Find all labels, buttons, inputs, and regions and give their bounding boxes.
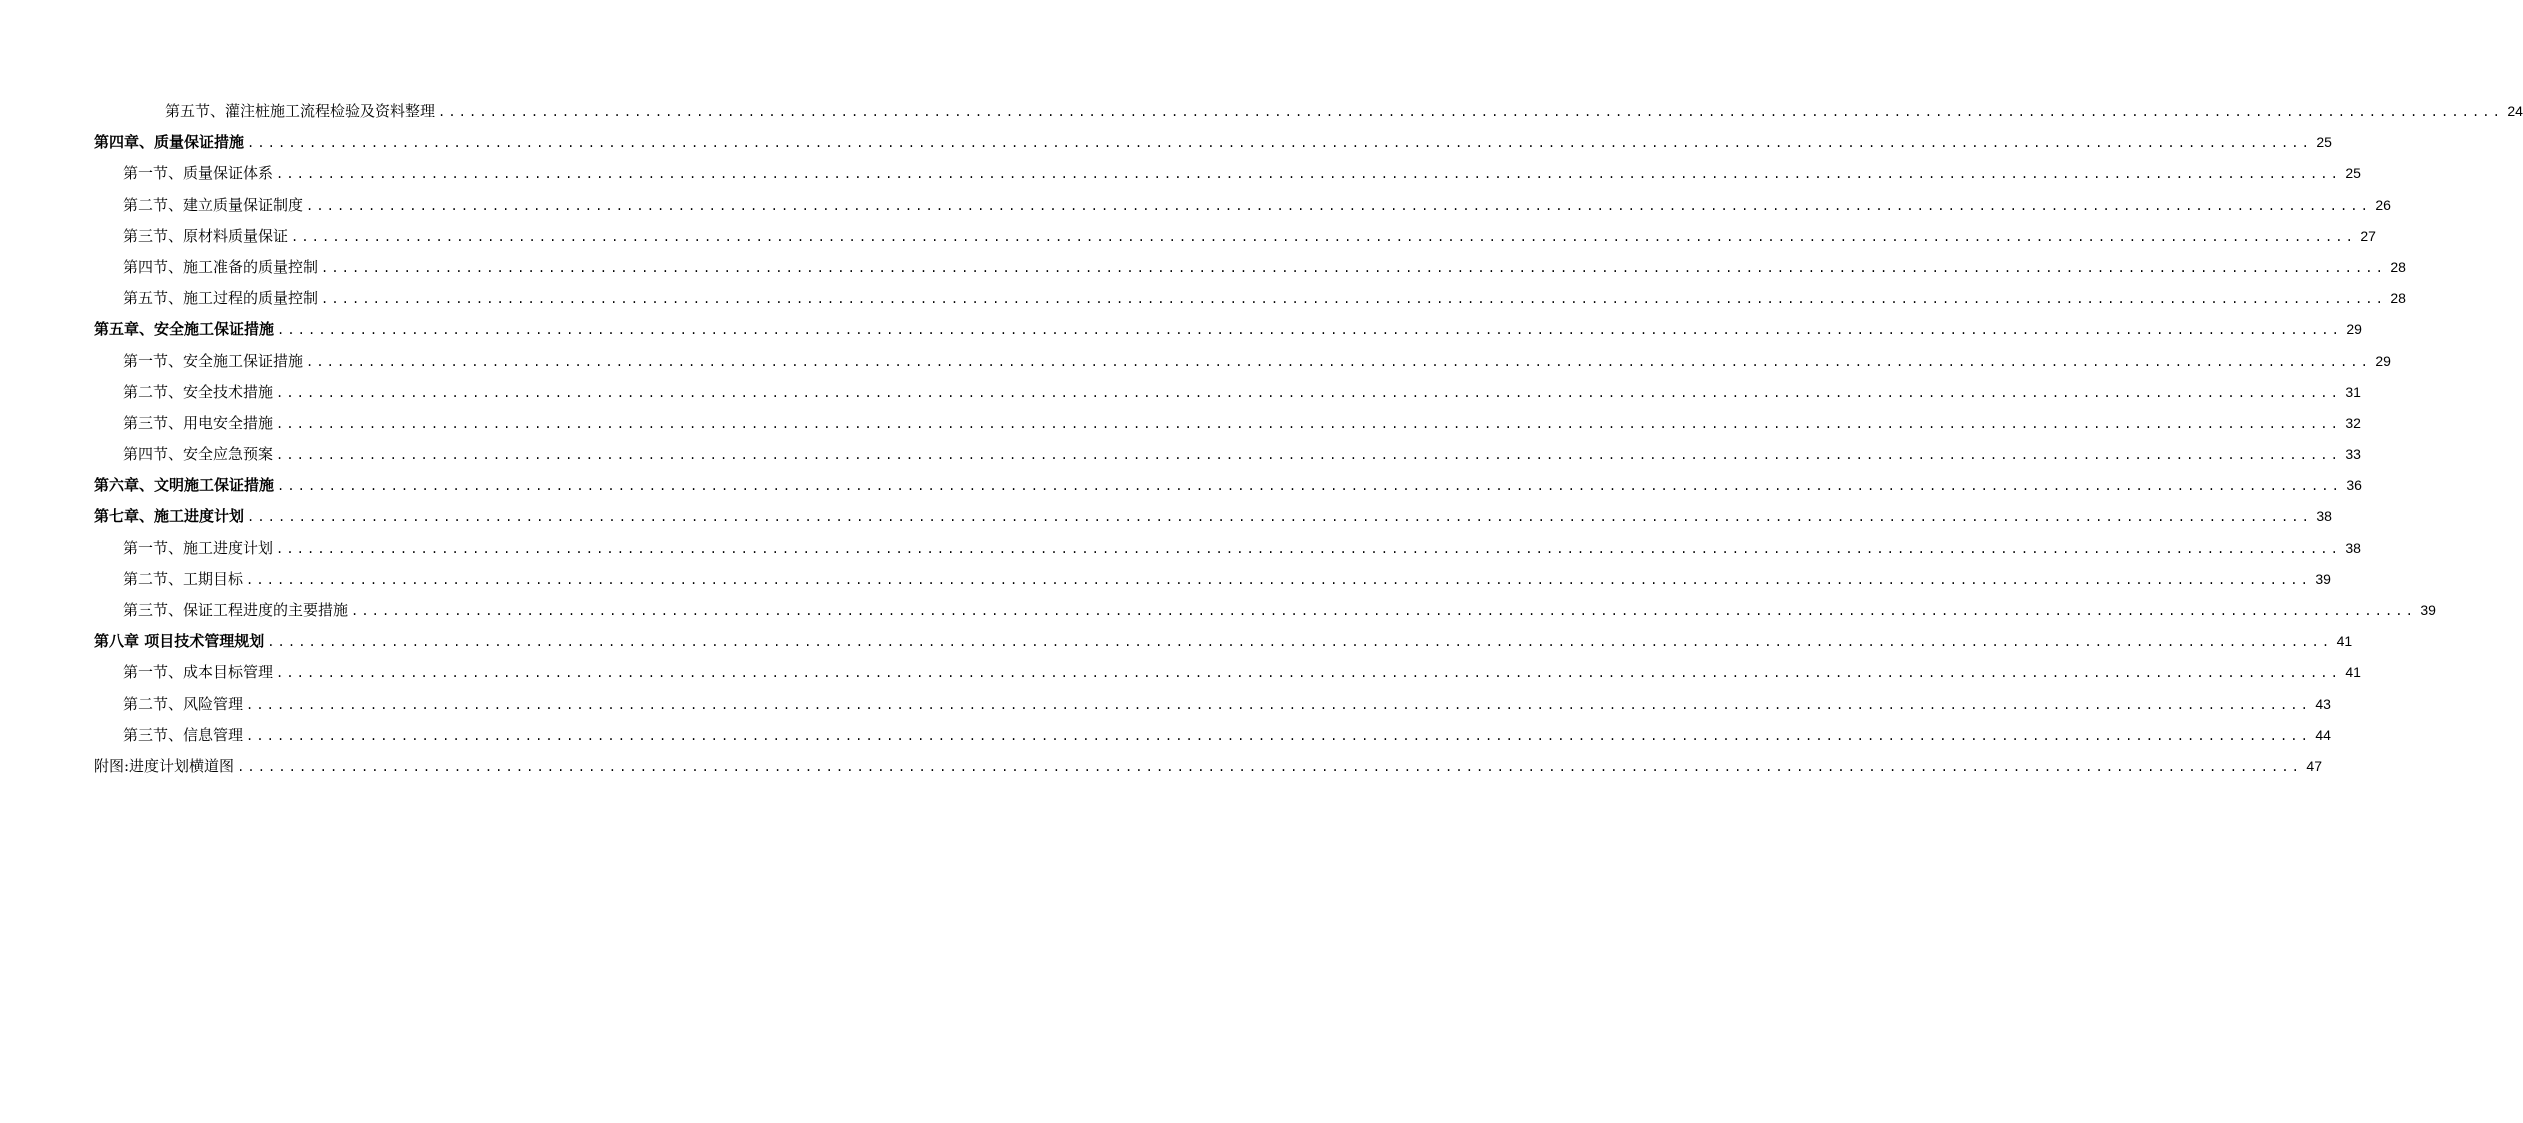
toc-entry-page-number: 41 xyxy=(2336,633,2353,650)
toc-entry[interactable] xyxy=(94,349,2391,380)
toc-entry[interactable] xyxy=(94,598,2436,629)
toc-entry-title: 第二节、安全技术措施 xyxy=(123,382,274,401)
toc-entry[interactable] xyxy=(94,317,2362,348)
toc-entry[interactable] xyxy=(94,286,2406,317)
toc-entry[interactable] xyxy=(94,193,2391,224)
toc-dot-leader: ........................................................................................................................................................................................................ xyxy=(276,666,2341,681)
toc-entry-page-number: 41 xyxy=(2345,664,2361,681)
toc-entry-page-number: 33 xyxy=(2345,446,2361,463)
toc-entry-page-number: 25 xyxy=(2345,165,2361,182)
toc-dot-leader: ........................................................................................................................................................................................................ xyxy=(247,136,2312,151)
toc-entry-page-number: 44 xyxy=(2315,726,2331,743)
toc-entry-page-number: 25 xyxy=(2316,134,2332,151)
table-of-contents xyxy=(94,99,2523,785)
toc-dot-leader: ........................................................................................................................................................................................................ xyxy=(267,635,2333,650)
toc-entry-title: 第一节、质量保证体系 xyxy=(123,164,274,183)
toc-entry-title: 第四章、质量保证措施 xyxy=(94,133,245,152)
toc-dot-leader: ........................................................................................................................................................................................................ xyxy=(306,198,2371,213)
toc-entry-title: 第六章、文明施工保证措施 xyxy=(94,476,275,495)
toc-entry[interactable] xyxy=(94,723,2331,754)
toc-dot-leader: ........................................................................................................................................................................................................ xyxy=(291,229,2356,244)
toc-entry-title: 第五节、施工过程的质量控制 xyxy=(123,289,319,308)
toc-entry[interactable] xyxy=(94,442,2361,473)
toc-entry-page-number: 43 xyxy=(2315,695,2331,712)
toc-entry[interactable] xyxy=(94,660,2361,691)
toc-entry-title: 第一节、成本目标管理 xyxy=(123,663,274,682)
toc-entry-title: 第三节、信息管理 xyxy=(123,725,244,744)
toc-entry-title: 第二节、建立质量保证制度 xyxy=(123,195,304,214)
toc-entry-title: 第二节、工期目标 xyxy=(123,569,244,588)
toc-dot-leader: ........................................................................................................................................................................................................ xyxy=(276,385,2341,400)
toc-dot-leader: ........................................................................................................................................................................................................ xyxy=(276,448,2341,463)
toc-entry-page-number: 26 xyxy=(2375,196,2391,213)
toc-dot-leader: ........................................................................................................................................................................................................ xyxy=(246,697,2311,712)
toc-dot-leader: ........................................................................................................................................................................................................ xyxy=(246,572,2311,587)
toc-dot-leader: ........................................................................................................................................................................................................ xyxy=(276,541,2341,556)
toc-entry-page-number: 38 xyxy=(2316,508,2332,525)
toc-entry[interactable] xyxy=(94,629,2353,660)
toc-entry[interactable] xyxy=(94,692,2331,723)
toc-entry[interactable] xyxy=(94,99,2523,130)
toc-entry-title: 第三节、保证工程进度的主要措施 xyxy=(123,601,349,619)
toc-dot-leader: ........................................................................................................................................................................................................ xyxy=(438,105,2503,119)
toc-entry[interactable] xyxy=(94,504,2332,535)
toc-entry-title: 第三节、原材料质量保证 xyxy=(123,226,289,245)
toc-entry-title: 附图:进度计划横道图 xyxy=(94,756,235,775)
toc-dot-leader: ........................................................................................................................................................................................................ xyxy=(321,260,2386,275)
toc-entry-title: 第四节、安全应急预案 xyxy=(123,445,274,464)
toc-entry[interactable] xyxy=(94,255,2406,286)
toc-dot-leader: ........................................................................................................................................................................................................ xyxy=(306,354,2371,369)
toc-dot-leader: ........................................................................................................................................................................................................ xyxy=(246,728,2311,743)
toc-entry-page-number: 29 xyxy=(2375,352,2391,369)
toc-dot-leader: ........................................................................................................................................................................................................ xyxy=(247,510,2312,525)
toc-entry-title: 第二节、风险管理 xyxy=(123,694,244,713)
toc-entry-title: 第四节、施工准备的质量控制 xyxy=(123,257,319,276)
toc-dot-leader: ........................................................................................................................................................................................................ xyxy=(321,292,2386,307)
toc-entry-page-number: 27 xyxy=(2360,227,2376,244)
toc-dot-leader: ........................................................................................................................................................................................................ xyxy=(277,323,2342,338)
toc-entry-page-number: 32 xyxy=(2345,414,2361,431)
toc-entry[interactable] xyxy=(94,380,2361,411)
toc-entry-page-number: 39 xyxy=(2420,602,2436,618)
toc-entry-page-number: 38 xyxy=(2345,539,2361,556)
toc-dot-leader: ........................................................................................................................................................................................................ xyxy=(276,167,2341,182)
toc-entry-title: 第七章、施工进度计划 xyxy=(94,507,245,526)
toc-entry-page-number: 28 xyxy=(2390,258,2406,275)
toc-entry-title: 第五节、灌注桩施工流程检验及资料整理 xyxy=(165,102,436,120)
toc-dot-leader: ........................................................................................................................................................................................................ xyxy=(237,759,2302,774)
toc-entry[interactable] xyxy=(94,473,2362,504)
toc-entry-page-number: 24 xyxy=(2507,103,2523,119)
toc-entry[interactable] xyxy=(94,536,2361,567)
toc-dot-leader: ........................................................................................................................................................................................................ xyxy=(276,416,2341,431)
toc-dot-leader: ........................................................................................................................................................................................................ xyxy=(277,479,2342,494)
toc-entry[interactable] xyxy=(94,224,2376,255)
toc-entry[interactable] xyxy=(94,161,2361,192)
toc-entry-page-number: 28 xyxy=(2390,290,2406,307)
toc-entry-page-number: 36 xyxy=(2346,477,2362,494)
toc-entry-page-number: 31 xyxy=(2345,383,2361,400)
toc-dot-leader: ........................................................................................................................................................................................................ xyxy=(351,604,2416,618)
toc-entry-page-number: 39 xyxy=(2315,570,2331,587)
toc-entry-page-number: 47 xyxy=(2306,757,2322,774)
toc-entry-title: 第五章、安全施工保证措施 xyxy=(94,320,275,339)
toc-entry-title: 第八章 项目技术管理规划 xyxy=(94,632,265,651)
toc-entry[interactable] xyxy=(94,754,2322,785)
toc-entry[interactable] xyxy=(94,411,2361,442)
toc-entry-title: 第三节、用电安全措施 xyxy=(123,413,274,432)
toc-entry[interactable] xyxy=(94,130,2332,161)
toc-entry-title: 第一节、施工进度计划 xyxy=(123,538,274,557)
toc-entry-title: 第一节、安全施工保证措施 xyxy=(123,351,304,370)
toc-entry[interactable] xyxy=(94,567,2331,598)
toc-entry-page-number: 29 xyxy=(2346,321,2362,338)
